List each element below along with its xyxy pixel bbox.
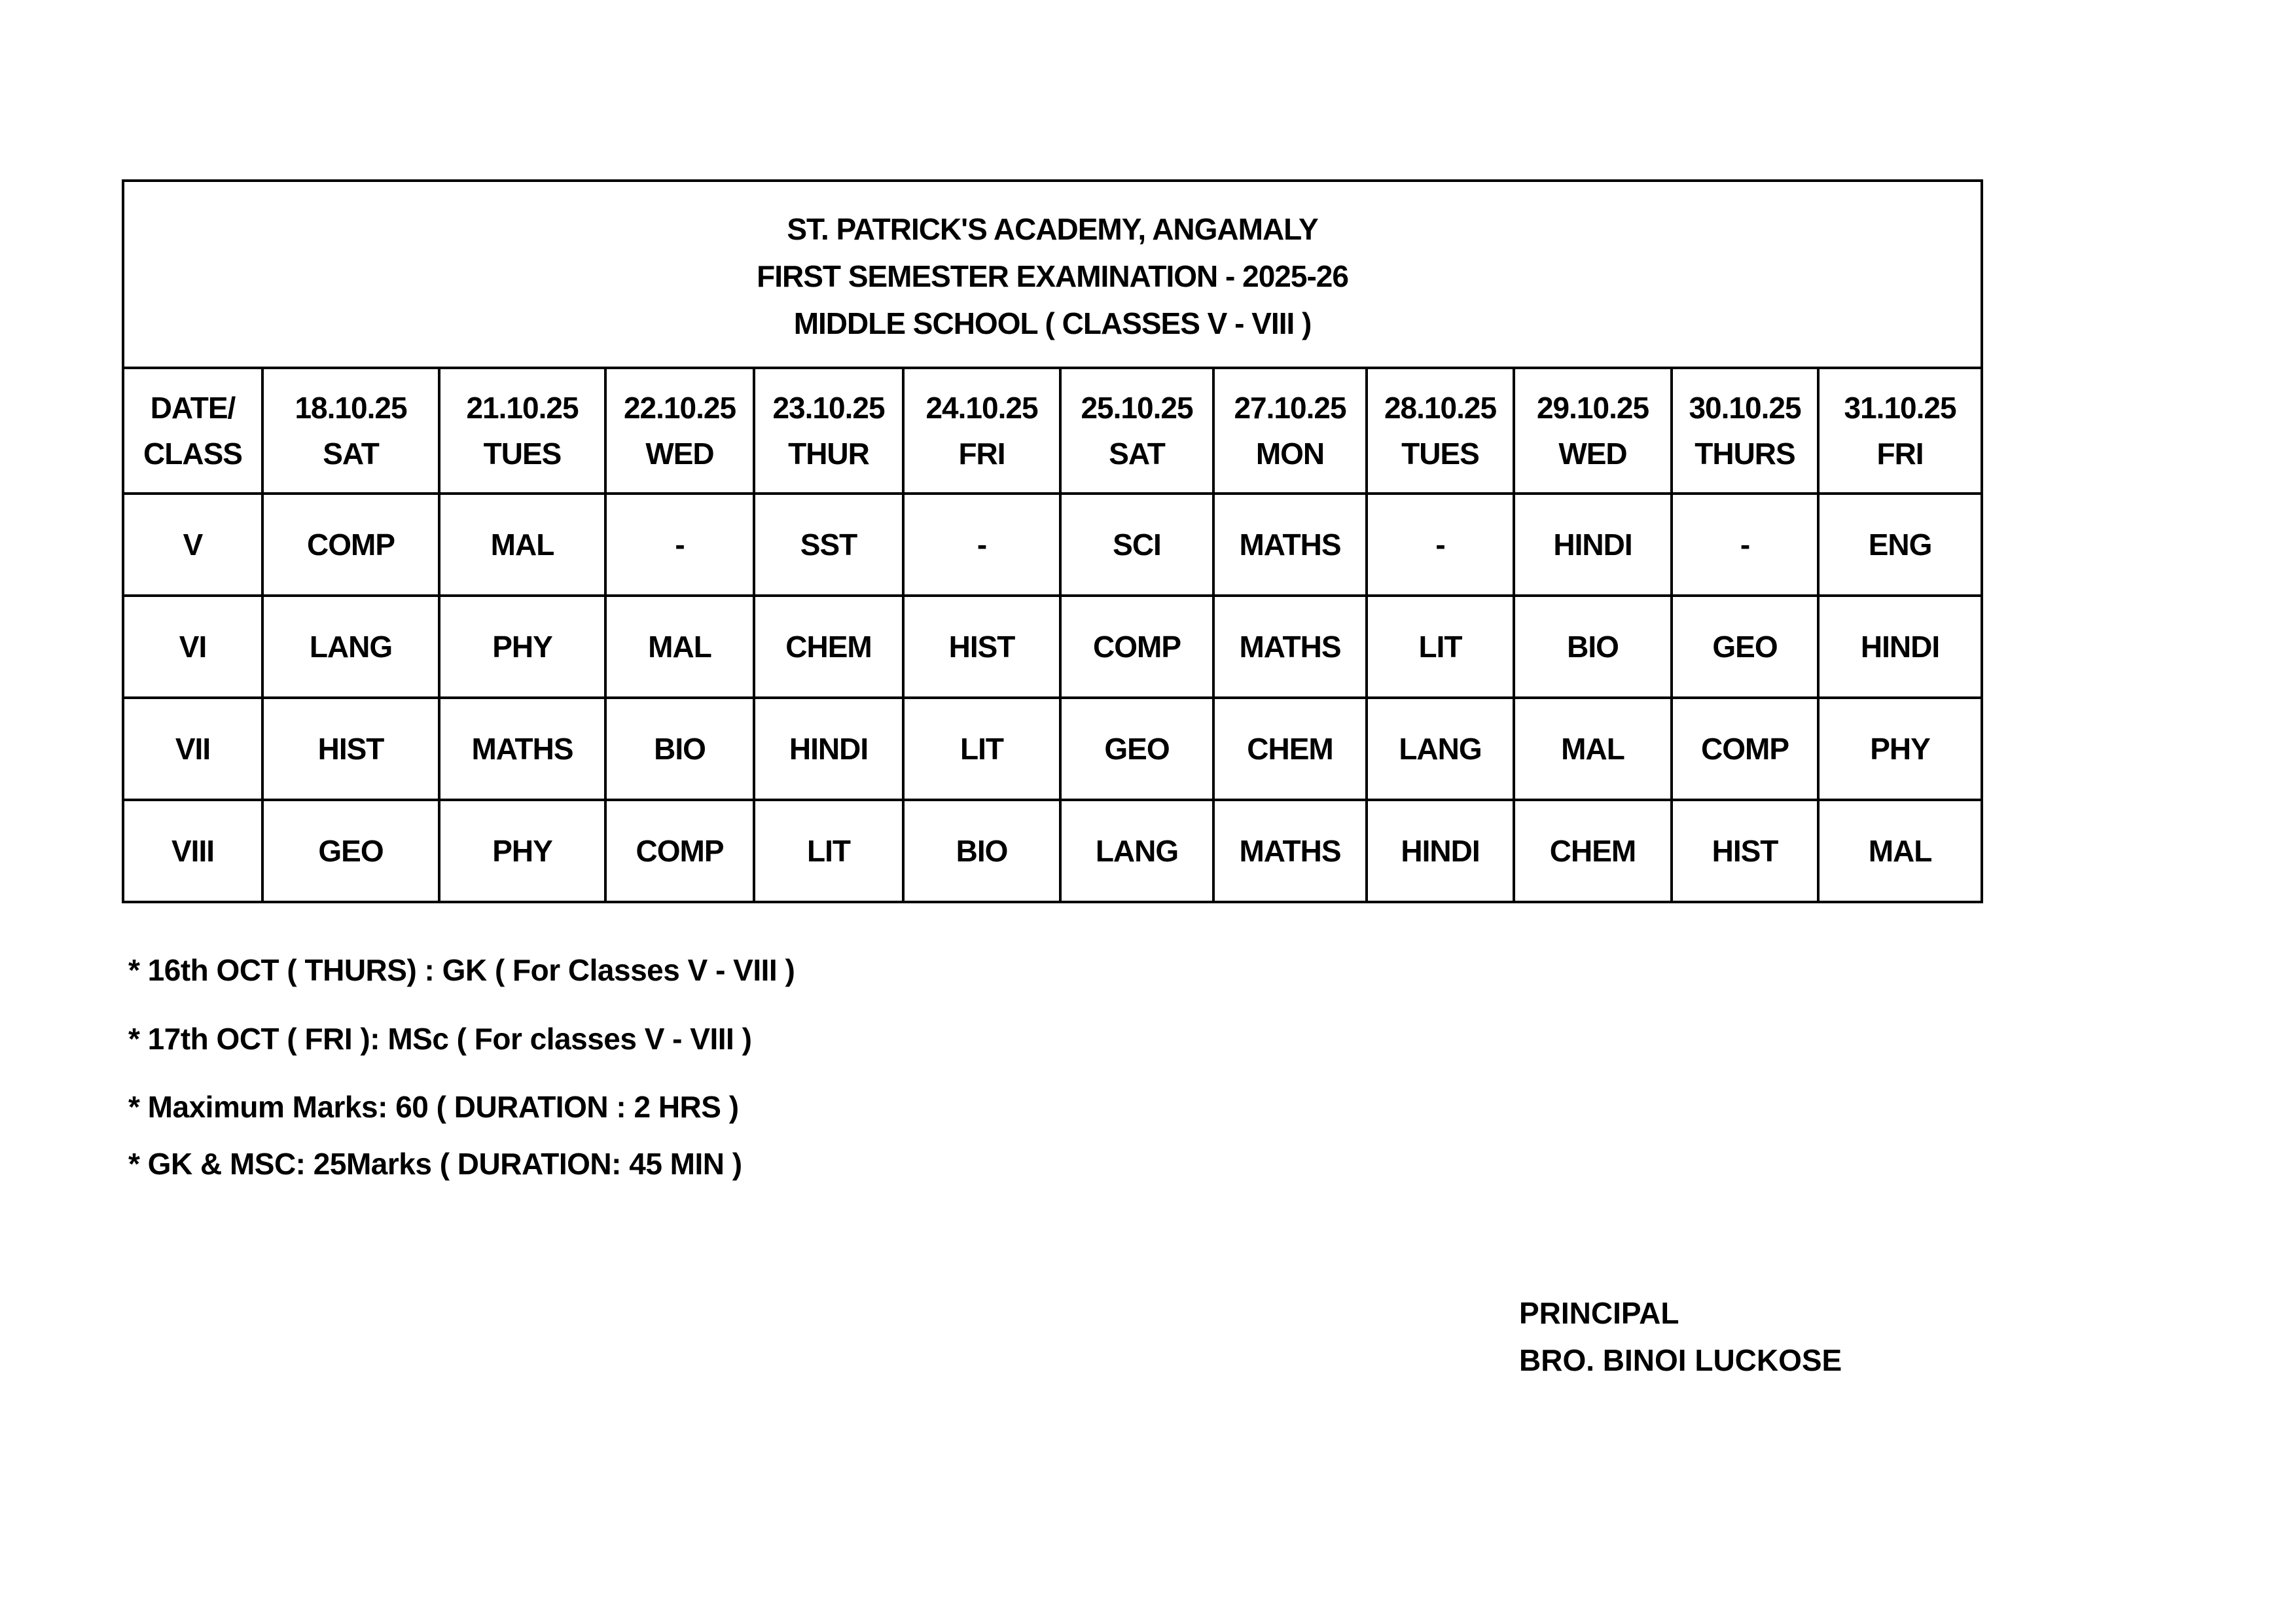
subject-cell: BIO <box>605 698 754 800</box>
subject-cell: BIO <box>903 800 1060 902</box>
subject-cell: MAL <box>1514 698 1672 800</box>
exam-day: WED <box>1558 437 1627 471</box>
date-header-cell <box>1060 368 1213 494</box>
exam-day: TUES <box>483 437 562 471</box>
subject-cell: ENG <box>1818 494 1982 596</box>
exam-name: FIRST SEMESTER EXAMINATION - 2025-26 <box>757 259 1348 293</box>
subject-cell: HINDI <box>1367 800 1514 902</box>
subject-cell: COMP <box>605 800 754 902</box>
class-row <box>123 800 1982 902</box>
exam-timetable <box>122 179 1983 903</box>
date-header-cell <box>1514 368 1672 494</box>
date-header-cell <box>605 368 754 494</box>
class-label-cell: V <box>123 494 262 596</box>
corner-header-date: DATE/ <box>150 391 236 425</box>
subject-cell: COMP <box>1672 698 1818 800</box>
note-msc-date: * 17th OCT ( FRI ): MSc ( For classes V - VIII ) <box>128 1022 752 1056</box>
note-gk-msc-marks: * GK & MSC: 25Marks ( DURATION: 45 MIN ) <box>128 1147 742 1181</box>
date-header-cell <box>262 368 439 494</box>
subject-cell: - <box>1367 494 1514 596</box>
subject-cell: LANG <box>1060 800 1213 902</box>
subject-cell: HINDI <box>1514 494 1672 596</box>
date-header-cell <box>439 368 605 494</box>
class-label-cell: VII <box>123 698 262 800</box>
date-header-cell <box>1672 368 1818 494</box>
note-max-marks: * Maximum Marks: 60 ( DURATION : 2 HRS ) <box>128 1090 739 1124</box>
subject-cell: - <box>903 494 1060 596</box>
subject-cell: GEO <box>1060 698 1213 800</box>
subject-cell: MAL <box>605 596 754 698</box>
subject-cell: SCI <box>1060 494 1213 596</box>
subject-cell: LIT <box>903 698 1060 800</box>
subject-cell: HINDI <box>754 698 903 800</box>
subject-cell: MAL <box>439 494 605 596</box>
school-name: ST. PATRICK'S ACADEMY, ANGAMALY <box>787 212 1318 246</box>
signature-role: PRINCIPAL <box>1519 1296 1679 1330</box>
subject-cell: COMP <box>262 494 439 596</box>
class-row <box>123 698 1982 800</box>
subject-cell: PHY <box>439 800 605 902</box>
exam-day: TUES <box>1401 437 1479 471</box>
class-row <box>123 596 1982 698</box>
subject-cell: MATHS <box>1213 596 1367 698</box>
subject-cell: CHEM <box>1213 698 1367 800</box>
timetable-title <box>123 181 1982 368</box>
subject-cell: - <box>605 494 754 596</box>
exam-date: 31.10.25 <box>1844 391 1956 425</box>
exam-day: MON <box>1255 437 1325 471</box>
subject-cell: GEO <box>1672 596 1818 698</box>
subject-cell: MATHS <box>439 698 605 800</box>
exam-day: FRI <box>958 437 1005 471</box>
date-header-cell <box>754 368 903 494</box>
subject-cell: SST <box>754 494 903 596</box>
exam-date: 28.10.25 <box>1384 391 1497 425</box>
class-row <box>123 494 1982 596</box>
exam-date: 22.10.25 <box>623 391 736 425</box>
signature-block <box>1519 1290 1842 1384</box>
subject-cell: MATHS <box>1213 800 1367 902</box>
subject-cell: BIO <box>1514 596 1672 698</box>
subject-cell: - <box>1672 494 1818 596</box>
note-gk-date: * 16th OCT ( THURS) : GK ( For Classes V - VIII ) <box>128 953 795 987</box>
subject-cell: LANG <box>262 596 439 698</box>
subject-cell: COMP <box>1060 596 1213 698</box>
exam-date: 18.10.25 <box>295 391 407 425</box>
corner-header-class: CLASS <box>143 437 242 471</box>
exam-date: 25.10.25 <box>1081 391 1193 425</box>
subject-cell: HINDI <box>1818 596 1982 698</box>
subject-cell: CHEM <box>1514 800 1672 902</box>
exam-day: SAT <box>323 437 379 471</box>
subject-cell: CHEM <box>754 596 903 698</box>
subject-cell: PHY <box>1818 698 1982 800</box>
class-label-cell: VI <box>123 596 262 698</box>
subject-cell: PHY <box>439 596 605 698</box>
exam-day: WED <box>645 437 714 471</box>
date-header-cell <box>1367 368 1514 494</box>
exam-date: 29.10.25 <box>1536 391 1649 425</box>
exam-date: 23.10.25 <box>772 391 885 425</box>
exam-date: 24.10.25 <box>925 391 1038 425</box>
exam-day: THUR <box>788 437 869 471</box>
exam-day: SAT <box>1109 437 1165 471</box>
date-header-cell <box>903 368 1060 494</box>
subject-cell: HIST <box>1672 800 1818 902</box>
exam-day: FRI <box>1876 437 1924 471</box>
subject-cell: HIST <box>903 596 1060 698</box>
class-label-cell: VIII <box>123 800 262 902</box>
corner-header-cell <box>123 368 262 494</box>
subject-cell: HIST <box>262 698 439 800</box>
signature-name: BRO. BINOI LUCKOSE <box>1519 1343 1842 1377</box>
subject-cell: MATHS <box>1213 494 1367 596</box>
subject-cell: LANG <box>1367 698 1514 800</box>
date-header-cell <box>1818 368 1982 494</box>
section-name: MIDDLE SCHOOL ( CLASSES V - VIII ) <box>793 306 1312 340</box>
subject-cell: MAL <box>1818 800 1982 902</box>
subject-cell: LIT <box>754 800 903 902</box>
exam-date: 21.10.25 <box>466 391 579 425</box>
exam-day: THURS <box>1695 437 1795 471</box>
exam-date: 27.10.25 <box>1234 391 1346 425</box>
subject-cell: GEO <box>262 800 439 902</box>
exam-date: 30.10.25 <box>1689 391 1801 425</box>
date-header-cell <box>1213 368 1367 494</box>
date-header-row <box>123 368 1982 494</box>
subject-cell: LIT <box>1367 596 1514 698</box>
